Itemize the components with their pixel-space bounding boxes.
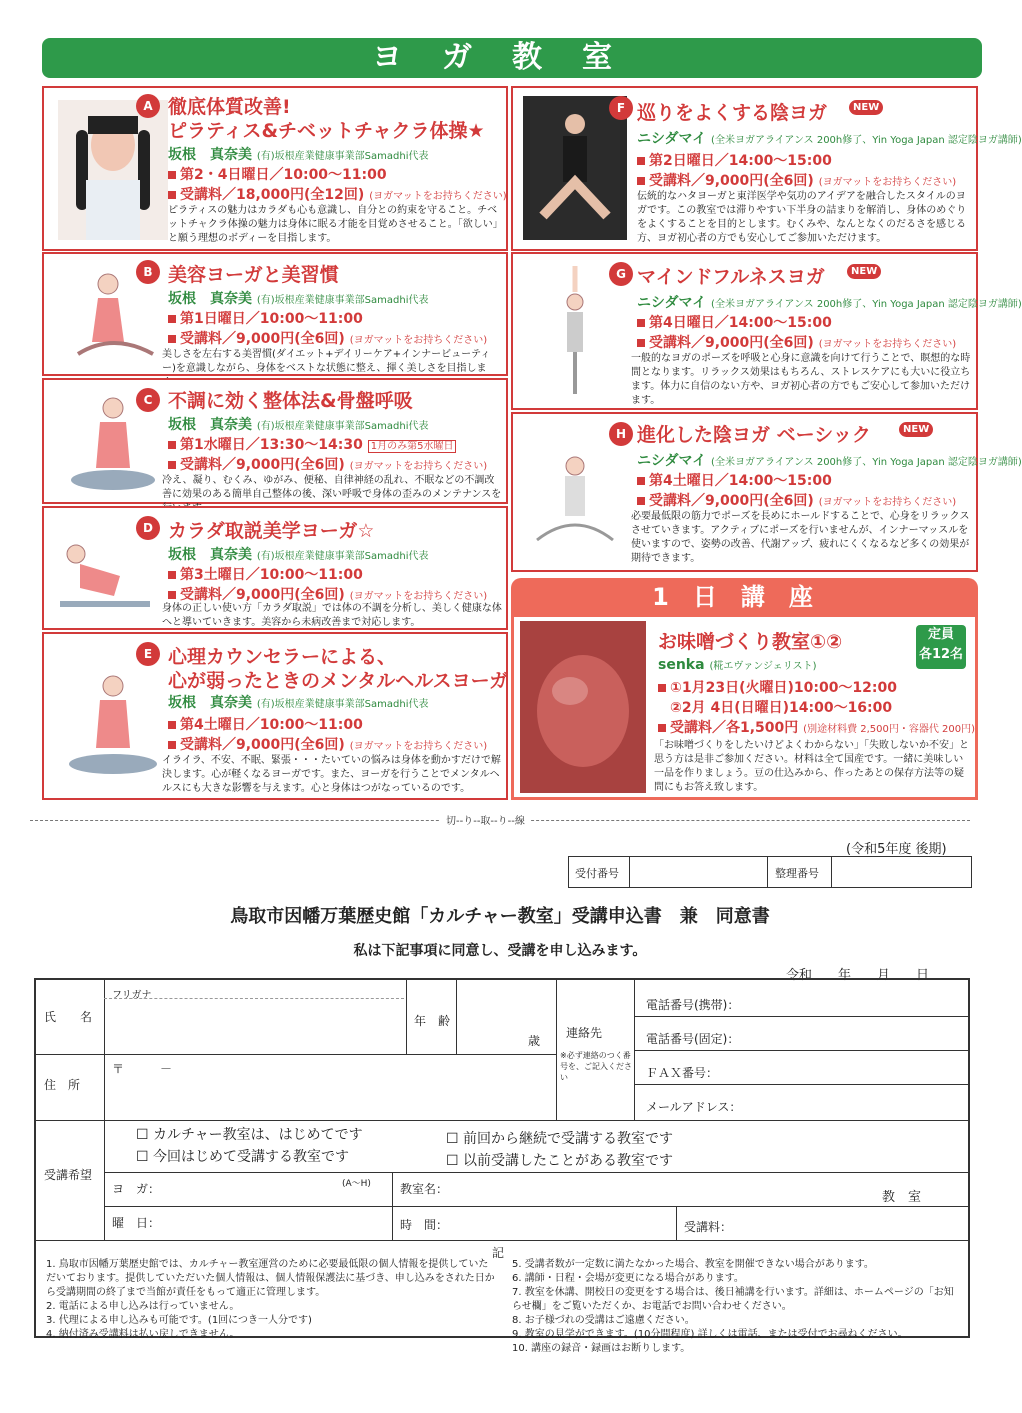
- cut-line-label: 切--り--取--り--線: [440, 812, 531, 827]
- note-item: 1. 鳥取市因幡万葉歴史館では、カルチャー教室運営のために必要最低限の個人情報を提供していただいております。提供していただいた個人情報は、個人情報保護法に基づき、申し込みをされた日から受講期間の終了まで当館が責任をもって適正に管理します。: [46, 1259, 495, 1298]
- new-badge: NEW: [899, 422, 933, 437]
- lecture-card: [511, 614, 978, 800]
- class-badge: H: [609, 422, 633, 446]
- class-badge: G: [609, 262, 633, 286]
- instructor: 坂根 真奈美 (有)坂根産業健康事業部Samadhi代表: [168, 695, 429, 711]
- form-year: (令和5年度 後期): [846, 842, 947, 857]
- name-field[interactable]: [108, 1002, 398, 1042]
- schedule: 第3土曜日／10:00～11:00: [168, 564, 363, 584]
- class-title: 巡りをよくする陰ヨガ: [637, 102, 828, 124]
- wish-label: 受講希望: [44, 1168, 93, 1182]
- postal-label: 〒 －: [112, 1062, 173, 1076]
- divider: [104, 980, 105, 1120]
- note-item: 5. 受講者数が一定数に満たなかった場合、教室を開催できない場合があります。: [512, 1259, 874, 1270]
- class-card-c: [42, 378, 508, 504]
- contact-label: 連絡先: [566, 1026, 603, 1040]
- option-first-time[interactable]: ☐ カルチャー教室は、はじめてです: [136, 1127, 363, 1143]
- new-badge: NEW: [849, 100, 883, 115]
- one-day-lecture-header: 1日講座: [511, 578, 978, 616]
- note-item: 8. お子様づれの受講はご遠慮ください。: [512, 1315, 695, 1326]
- class-title-2: ピラティス&チベットチャクラ体操★: [168, 120, 485, 142]
- yoga-illustration: [535, 262, 615, 402]
- notes-left: [46, 1258, 496, 1342]
- application-form: [34, 978, 970, 1354]
- class-card-g: [511, 252, 1022, 410]
- fax-label: ＦＡＸ番号：: [646, 1066, 719, 1080]
- instructor: 坂根 真奈美 (有)坂根産業健康事業部Samadhi代表: [168, 417, 429, 433]
- instructor: ニシダマイ (全米ヨガアライアンス 200h修了、Yin Yoga Japan 認定陰ヨガ講師): [637, 453, 1022, 469]
- note-item: 7. 教室を休講、開校日の変更をする場合は、後日補講を行います。詳細は、ホームページの「お知らせ欄」をご覧いただくか、お電話でお問い合わせください。: [512, 1287, 954, 1312]
- class-card-d: [42, 506, 508, 630]
- lecture-fee: 受講料／各1,500円 (別途材料費 2,500円・容器代 200円): [658, 717, 975, 737]
- divider: [767, 857, 768, 887]
- class-card-a: [42, 86, 508, 251]
- lecture-date-2: ②2月 4日(日曜日)14:00～16:00: [670, 700, 893, 716]
- capacity-label: 定員: [927, 627, 954, 642]
- class-badge: A: [136, 94, 160, 118]
- lecture-title: お味噌づくり教室①②: [658, 631, 843, 653]
- note-item: 2. 電話による申し込みは行っていません。: [46, 1301, 240, 1312]
- divider: [676, 1206, 677, 1240]
- note-item: 6. 講師・日程・会場が変更になる場合があります。: [512, 1273, 744, 1284]
- fee: 受講料／9,000円(全6回) (ヨガマットをお持ちください): [168, 734, 487, 754]
- option-new-class[interactable]: ☐ 今回はじめて受講する教室です: [136, 1149, 350, 1165]
- contact-note: ※必ず連絡のつく番号を、ご記入ください: [560, 1051, 632, 1082]
- yoga-illustration: [58, 664, 168, 784]
- class-description: 身体の正しい使い方「カラダ取説」では体の不調を分析し、美しく健康な体へと導いていきます。美容から未病改善まで対応します。: [162, 603, 502, 628]
- capacity-box: [916, 625, 966, 669]
- fee-field[interactable]: [746, 1212, 956, 1234]
- email-label: メールアドレス：: [646, 1100, 742, 1114]
- lecture-description: 「お味噌づくりをしたいけどよくわからない」「失敗しないか不安」と思う方は是非ご参加ください。材料は全て国産です。一緒に美味しい一品を作りましょう。豆の仕込みから、作ったあとの保存方法等の疑問にもお答え致します。: [654, 740, 969, 793]
- address-field[interactable]: [108, 1076, 548, 1114]
- schedule: 第4土曜日／14:00～15:00: [637, 470, 832, 490]
- class-badge: C: [136, 388, 160, 412]
- classroom-suffix: 教 室: [882, 1190, 922, 1205]
- schedule: 第4日曜日／14:00～15:00: [637, 312, 832, 332]
- class-description: 必要最低限の筋力でポーズを長めにホールドすることで、心身をリラックスさせていきます。アクティブにポーズを行いませんが、インナーマッスルを使いますので、姿勢の改善、代謝アップ、疲れにくくなるなど多くの効果が期待できます。: [631, 511, 970, 564]
- fee: 受講料／9,000円(全6回) (ヨガマットをお持ちください): [637, 332, 956, 352]
- yoga-label: ヨ ガ：: [112, 1182, 161, 1196]
- divider: [104, 1172, 968, 1173]
- phone-fixed-field[interactable]: [766, 1022, 956, 1046]
- divider: [36, 1120, 968, 1121]
- day-label: 曜 日：: [112, 1216, 161, 1230]
- fee: 受講料／9,000円(全6回) (ヨガマットをお持ちください): [168, 584, 487, 604]
- form-date: 令和 年 月 日: [786, 968, 930, 983]
- yoga-illustration: [523, 440, 627, 560]
- class-card-h: [511, 412, 1022, 572]
- classroom-name-field[interactable]: [456, 1178, 856, 1200]
- class-badge: E: [136, 642, 160, 666]
- schedule: 第1日曜日／10:00～11:00: [168, 308, 363, 328]
- instructor-photo: [523, 96, 627, 240]
- class-title: マインドフルネスヨガ: [637, 266, 825, 288]
- class-title-2: 心が弱ったときのメンタルヘルスヨーガ: [168, 670, 509, 692]
- divider: [629, 857, 630, 887]
- miso-photo: [520, 621, 646, 793]
- phone-mobile-field[interactable]: [766, 988, 956, 1012]
- fee: 受講料／18,000円(全12回) (ヨガマットをお持ちください): [168, 184, 507, 204]
- capacity-value: 各12名: [918, 647, 964, 662]
- option-previous[interactable]: ☐ 以前受講したことがある教室です: [446, 1153, 674, 1169]
- address-label: 住 所: [44, 1078, 81, 1092]
- yoga-illustration: [50, 526, 160, 616]
- divider: [831, 857, 832, 887]
- class-description: 一般的なヨガのポーズを呼吸と心身に意識を向けて行うことで、瞑想的な時間となります。リラックス効果はもちろん、ストレスケアにも大いに役立ちます。体力に自信のない方や、ヨガ初心者の方でもご安心して参加いただけます。: [631, 353, 971, 406]
- class-title: 美容ヨーガと美習慣: [168, 264, 339, 286]
- class-card-b: [42, 252, 508, 376]
- class-title: 不調に効く整体法&骨盤呼吸: [168, 390, 413, 412]
- schedule: 第2日曜日／14:00～15:00: [637, 150, 832, 170]
- fee-label: 受講料：: [684, 1220, 733, 1234]
- lecture-date-1: ①1月23日(火曜日)10:00～12:00: [658, 677, 897, 697]
- divider: [104, 998, 404, 999]
- divider: [104, 1206, 968, 1207]
- seiri-label: 整理番号: [775, 867, 819, 880]
- divider: [456, 980, 457, 1054]
- divider: [36, 1240, 968, 1241]
- instructor: ニシダマイ (全米ヨガアライアンス 200h修了、Yin Yoga Japan 認定陰ヨガ講師): [637, 131, 1022, 147]
- fax-field[interactable]: [766, 1056, 956, 1080]
- new-badge: NEW: [847, 264, 881, 279]
- option-continue[interactable]: ☐ 前回から継続で受講する教室です: [446, 1131, 674, 1147]
- fee: 受講料／9,000円(全6回) (ヨガマットをお持ちください): [637, 490, 956, 510]
- lecture-instructor: senka (糀エヴァンジェリスト): [658, 657, 817, 673]
- divider: [634, 1016, 968, 1017]
- class-title: カラダ取説美学ヨーガ☆: [168, 520, 375, 542]
- class-description: 伝統的なハタヨーガと東洋医学や気功のアイデアを融合したスタイルのヨガです。この教室では滞りやすい下半身の詰まりを解消し、身体のめぐりをよくすることを目的とします。むくみや、なんとなくのだるさを感じる方、ヨガ初心者の方でも安心してご参加いただけます。: [637, 191, 967, 244]
- class-card-f: [511, 86, 1022, 251]
- divider: [406, 980, 407, 1054]
- instructor: ニシダマイ (全米ヨガアライアンス 200h修了、Yin Yoga Japan 認定陰ヨガ講師): [637, 295, 1022, 311]
- class-description: イライラ、不安、不眠、緊張・・・たいていの悩みは身体を動かすだけで解決します。心が軽くなるヨーガです。また、ヨーガを行うことでメンタルヘルスにも大きな影響を与えます。心と身体はつがなっているのです。: [162, 755, 501, 794]
- instructor: 坂根 真奈美 (有)坂根産業健康事業部Samadhi代表: [168, 547, 429, 563]
- class-badge: B: [136, 260, 160, 284]
- class-title: 進化した陰ヨガ ベーシック: [637, 424, 871, 446]
- class-title: 徹底体質改善!: [168, 96, 291, 118]
- receipt-label: 受付番号: [575, 867, 619, 880]
- schedule: 第1水曜日／13:30～14:30 1月のみ第5水曜日: [168, 434, 456, 454]
- yoga-field[interactable]: [176, 1178, 336, 1200]
- phone-mobile-label: 電話番号(携帯)：: [646, 998, 740, 1012]
- instructor: 坂根 真奈美 (有)坂根産業健康事業部Samadhi代表: [168, 147, 429, 163]
- class-badge: D: [136, 516, 160, 540]
- schedule: 第2・4日曜日／10:00～11:00: [168, 164, 387, 184]
- class-description: 冷え、凝り、むくみ、ゆがみ、便秘、自律神経の乱れ、不眠などの不調改善に効果のある簡単自己整体の後、深い呼吸で身体の歪みのメンテナンスを: [162, 475, 502, 500]
- email-field[interactable]: [766, 1090, 956, 1114]
- fee: 受講料／9,000円(全6回) (ヨガマットをお持ちください): [637, 170, 956, 190]
- divider: [36, 1054, 556, 1055]
- office-use-box: [568, 856, 972, 888]
- class-badge: F: [609, 96, 633, 120]
- form-subtitle: 私は下記事項に同意し、受講を申し込みます。: [353, 943, 647, 959]
- class-description: 美しさを左右する美習慣(ダイエット+デイリーケア+インナービューティー)を意識しながら、身体をベストな状態に整え、揮く美しさを目指しま: [162, 349, 491, 374]
- class-title: 心理カウンセラーによる、: [168, 646, 397, 668]
- instructor: 坂根 真奈美 (有)坂根産業健康事業部Samadhi代表: [168, 291, 429, 307]
- divider: [634, 1050, 968, 1051]
- note-item: 10. 講座の録音・録画はお断りします。: [512, 1343, 691, 1354]
- instructor-photo: [58, 100, 168, 240]
- class-card-e: [42, 632, 508, 800]
- age-label: 年 齢: [414, 1014, 451, 1028]
- schedule-note: 1月のみ第5水曜日: [368, 440, 457, 453]
- age-unit: 歳: [528, 1034, 541, 1048]
- fee: 受講料／9,000円(全6回) (ヨガマットをお持ちください): [168, 454, 487, 474]
- name-label: 氏 名: [44, 1010, 93, 1024]
- notes-heading: 記: [492, 1246, 505, 1260]
- yoga-class-banner: ヨガ教室: [42, 38, 982, 78]
- note-item: 3. 代理による申し込みも可能です。(1回につき一人分です): [46, 1315, 312, 1326]
- classroom-name-label: 教室名：: [400, 1182, 449, 1196]
- notes-right: [512, 1258, 962, 1356]
- note-item: 4. 納付済み受講料は払い戻しできません。: [46, 1329, 240, 1340]
- schedule: 第4土曜日／10:00～11:00: [168, 714, 363, 734]
- yoga-range: (A～H): [342, 1179, 371, 1189]
- divider: [556, 980, 557, 1120]
- divider: [634, 1084, 968, 1085]
- day-field[interactable]: [176, 1212, 376, 1234]
- time-field[interactable]: [456, 1212, 676, 1234]
- fee: 受講料／9,000円(全6回) (ヨガマットをお持ちください): [168, 328, 487, 348]
- time-label: 時 間：: [400, 1218, 449, 1232]
- divider: [104, 1120, 105, 1240]
- form-title: 鳥取市因幡万葉歴史館「カルチャー教室」受講申込書 兼 同意書: [230, 906, 770, 927]
- class-description: ピラティスの魅力はカラダも心も意識し、自分との約束を守ること。チベットチャクラ体操の魅力は身体に眠る才能を目覚めさせること。「欲しい」と願う理想のボディーを目指します。: [168, 205, 498, 244]
- note-item: 9. 教室の見学ができます。(10分間程度) 詳しくは電話、または受付でお尋ねください。: [512, 1329, 908, 1340]
- phone-fixed-label: 電話番号(固定)：: [646, 1032, 740, 1046]
- furigana-label: フリガナ: [112, 990, 152, 1001]
